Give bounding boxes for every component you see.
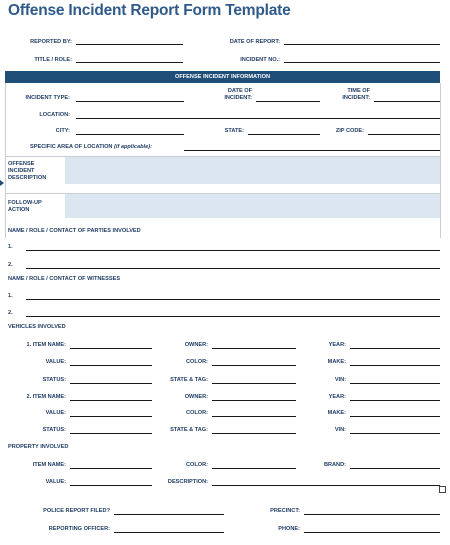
- location-label: LOCATION:: [39, 112, 70, 118]
- vehicle-2-color-label: COLOR:: [185, 410, 208, 416]
- vehicle-2-year-label: YEAR:: [328, 394, 346, 400]
- reported-by-field[interactable]: [76, 44, 183, 45]
- date-of-incident-label-2: INCIDENT:: [224, 95, 252, 101]
- vehicle-1-item-label: 1. ITEM NAME:: [26, 342, 66, 348]
- vehicle-2-owner-label: OWNER:: [184, 394, 208, 400]
- specific-area-label: SPECIFIC AREA OF LOCATION (if applicable):: [30, 144, 152, 150]
- date-of-incident-label-1: DATE OF: [227, 88, 252, 94]
- vehicle-1-state-tag-label: STATE & TAG:: [170, 377, 208, 383]
- section-frame-right: [440, 83, 441, 238]
- reported-by-label: REPORTED BY:: [30, 39, 72, 45]
- vehicle-1-year-field[interactable]: [350, 348, 440, 349]
- resize-handle-icon[interactable]: [439, 486, 446, 493]
- incident-no-field[interactable]: [284, 62, 440, 63]
- title-role-label: TITLE / ROLE:: [34, 57, 72, 63]
- party-2-field[interactable]: [26, 268, 440, 269]
- property-brand-field[interactable]: [350, 468, 440, 469]
- vehicle-2-item-field[interactable]: [70, 400, 152, 401]
- row-marker-icon: [0, 180, 4, 186]
- title-role-field[interactable]: [76, 62, 183, 63]
- party-2-number: 2.: [8, 262, 13, 268]
- witness-2-number: 2.: [8, 310, 13, 316]
- vehicle-1-vin-field[interactable]: [350, 383, 440, 384]
- police-report-label: POLICE REPORT FILED?: [43, 508, 110, 514]
- vehicle-1-vin-label: VIN:: [334, 377, 346, 383]
- vehicle-1-value-label: VALUE:: [45, 359, 66, 365]
- property-color-field[interactable]: [212, 468, 296, 469]
- vehicle-2-state-tag-label: STATE & TAG:: [170, 427, 208, 433]
- party-1-number: 1.: [8, 244, 13, 250]
- property-description-field[interactable]: [212, 485, 440, 486]
- property-description-label: DESCRIPTION:: [167, 479, 208, 485]
- vehicle-1-value-field[interactable]: [70, 365, 152, 366]
- incident-no-label: INCIDENT NO.:: [240, 57, 280, 63]
- vehicle-1-status-label: STATUS:: [42, 377, 66, 383]
- vehicle-1-color-label: COLOR:: [185, 359, 208, 365]
- city-label: CITY:: [55, 128, 70, 134]
- incident-type-label: INCIDENT TYPE:: [25, 95, 70, 101]
- time-of-incident-label-2: INCIDENT:: [342, 95, 370, 101]
- specific-area-field[interactable]: [184, 150, 440, 151]
- property-heading: PROPERTY INVOLVED: [8, 444, 69, 450]
- witnesses-heading: NAME / ROLE / CONTACT OF WITNESSES: [8, 276, 121, 282]
- vehicle-1-state-tag-field[interactable]: [212, 383, 296, 384]
- date-of-report-field[interactable]: [284, 44, 440, 45]
- vehicle-2-color-field[interactable]: [212, 416, 296, 417]
- phone-field[interactable]: [304, 532, 440, 533]
- vehicle-2-owner-field[interactable]: [212, 400, 296, 401]
- time-of-incident-field[interactable]: [374, 101, 440, 102]
- vehicle-1-owner-label: OWNER:: [184, 342, 208, 348]
- vehicle-1-item-field[interactable]: [70, 348, 152, 349]
- vehicle-1-year-label: YEAR:: [328, 342, 346, 348]
- state-label: STATE:: [224, 128, 244, 134]
- property-brand-label: BRAND:: [323, 462, 346, 468]
- form-title: Offense Incident Report Form Template: [8, 2, 291, 19]
- time-of-incident-label-1: TIME OF: [347, 88, 370, 94]
- vehicle-2-vin-field[interactable]: [350, 433, 440, 434]
- location-field[interactable]: [76, 118, 440, 119]
- vehicle-2-status-field[interactable]: [70, 433, 152, 434]
- vehicle-2-value-label: VALUE:: [45, 410, 66, 416]
- vehicle-2-state-tag-field[interactable]: [212, 433, 296, 434]
- date-of-report-label: DATE OF REPORT:: [229, 39, 280, 45]
- property-item-label: ITEM NAME:: [32, 462, 66, 468]
- vehicle-2-item-label: 2. ITEM NAME:: [26, 394, 66, 400]
- property-value-label: VALUE:: [45, 479, 66, 485]
- followup-action-textarea[interactable]: [65, 194, 440, 218]
- vehicle-1-color-field[interactable]: [212, 365, 296, 366]
- city-field[interactable]: [76, 134, 184, 135]
- vehicle-1-owner-field[interactable]: [212, 348, 296, 349]
- vehicle-2-value-field[interactable]: [70, 416, 152, 417]
- property-value-field[interactable]: [70, 485, 152, 486]
- offense-description-label-1: OFFENSE: [8, 161, 35, 167]
- police-report-field[interactable]: [114, 514, 224, 515]
- vehicles-heading: VEHICLES INVOLVED: [8, 324, 66, 330]
- followup-action-label-1: FOLLOW-UP: [8, 200, 42, 206]
- zip-code-label: ZIP CODE:: [335, 128, 364, 134]
- offense-description-label-3: DESCRIPTION: [8, 175, 47, 181]
- reporting-officer-field[interactable]: [114, 532, 224, 533]
- offense-description-textarea[interactable]: [65, 157, 440, 184]
- section-frame-left: [5, 83, 6, 238]
- followup-action-label-2: ACTION: [8, 207, 30, 213]
- precinct-field[interactable]: [304, 514, 440, 515]
- property-item-field[interactable]: [70, 468, 152, 469]
- witness-1-number: 1.: [8, 293, 13, 299]
- witness-2-field[interactable]: [26, 316, 440, 317]
- witness-1-field[interactable]: [26, 299, 440, 300]
- vehicle-2-vin-label: VIN:: [334, 427, 346, 433]
- vehicle-1-status-field[interactable]: [70, 383, 152, 384]
- date-of-incident-field[interactable]: [256, 101, 320, 102]
- zip-code-field[interactable]: [368, 134, 440, 135]
- reporting-officer-label: REPORTING OFFICER:: [48, 526, 110, 532]
- vehicle-2-status-label: STATUS:: [42, 427, 66, 433]
- vehicle-2-year-field[interactable]: [350, 400, 440, 401]
- phone-label: PHONE:: [278, 526, 300, 532]
- party-1-field[interactable]: [26, 250, 440, 251]
- precinct-label: PRECINCT:: [270, 508, 300, 514]
- parties-heading: NAME / ROLE / CONTACT OF PARTIES INVOLVED: [8, 228, 141, 234]
- vehicle-1-make-field[interactable]: [350, 365, 440, 366]
- vehicle-2-make-field[interactable]: [350, 416, 440, 417]
- vehicle-2-make-label: MAKE:: [327, 410, 346, 416]
- state-field[interactable]: [248, 134, 320, 135]
- vehicle-1-make-label: MAKE:: [327, 359, 346, 365]
- property-color-label: COLOR:: [185, 462, 208, 468]
- incident-type-field[interactable]: [76, 101, 184, 102]
- section-header-bar: OFFENSE INCIDENT INFORMATION: [5, 71, 440, 83]
- offense-description-label-2: INCIDENT: [8, 168, 35, 174]
